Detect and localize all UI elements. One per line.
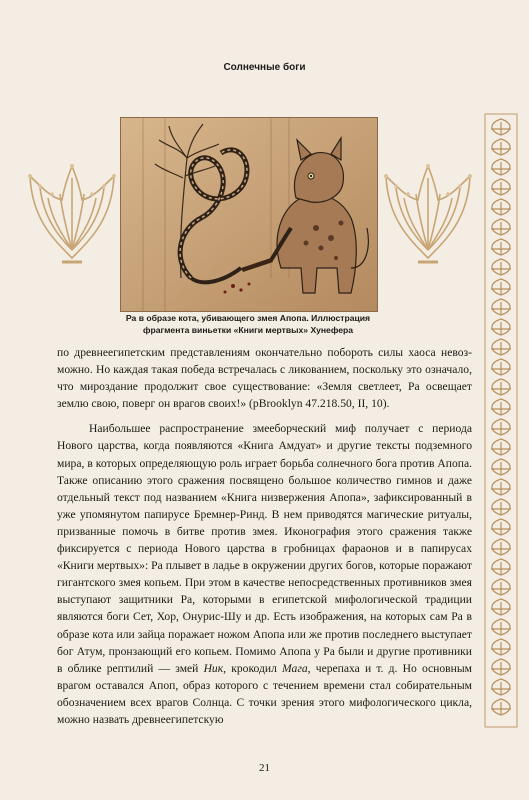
body-text bbox=[57, 344, 472, 728]
border-lotus-motif-icon bbox=[491, 339, 511, 355]
border-lotus-motif-icon bbox=[491, 119, 511, 135]
border-lotus-motif-icon bbox=[491, 639, 511, 655]
border-lotus-motif-icon bbox=[491, 599, 511, 615]
border-lotus-motif-icon bbox=[491, 479, 511, 495]
border-lotus-motif-icon bbox=[491, 139, 511, 155]
border-lotus-motif-icon bbox=[491, 239, 511, 255]
border-lotus-motif-icon bbox=[491, 519, 511, 535]
paragraph-2-end: , черепаха и т. д. Но основным врагом оставался Апоп, образ которого с течением времени стал собирательным обозначением всех врагов Солнца. С точки зрения этого мифологического цикла, можно назвать древнеегипетскую bbox=[57, 661, 472, 726]
border-lotus-motif-icon bbox=[491, 559, 511, 575]
caption-line-1: Ра в образе кота, убивающего змея Апопа. Иллюстрация bbox=[125, 313, 371, 323]
papyrus-illustration-icon bbox=[121, 118, 377, 311]
term-nik: Ник bbox=[203, 661, 224, 675]
border-lotus-motif-icon bbox=[491, 419, 511, 435]
border-lotus-motif-icon bbox=[491, 499, 511, 515]
border-lotus-motif-icon bbox=[491, 159, 511, 175]
border-lotus-motif-icon bbox=[491, 199, 511, 215]
caption-line-2: фрагмента виньетки «Книги мертвых» Хунефера bbox=[142, 325, 354, 335]
border-lotus-motif-icon bbox=[491, 259, 511, 275]
border-lotus-motif-icon bbox=[491, 439, 511, 455]
border-lotus-motif-icon bbox=[491, 179, 511, 195]
lotus-ornament-left-icon bbox=[22, 158, 122, 268]
border-lotus-motif-icon bbox=[491, 619, 511, 635]
border-lotus-motif-icon bbox=[491, 539, 511, 555]
border-lotus-motif-icon bbox=[491, 359, 511, 375]
figure-caption bbox=[110, 312, 386, 336]
border-lotus-motif-icon bbox=[491, 579, 511, 595]
border-lotus-motif-icon bbox=[491, 279, 511, 295]
term-maga: Мага bbox=[282, 661, 308, 675]
paragraph-1: по древнеегипетским представлениям окончательно побороть силы хаоса невозможно. Но каждая такая победа встречалась с ликованием, поскольку это означало, что мироздание продолжит свое существование: «Земля светлеет, Ра освещает землю свою, поверг он врагов своих!» (pBrooklyn 47.218.50, II, 10). bbox=[57, 346, 472, 411]
paragraph-2 bbox=[57, 420, 472, 728]
border-lotus-motif-icon bbox=[491, 219, 511, 235]
border-lotus-motif-icon bbox=[491, 659, 511, 675]
running-head: Солнечные боги bbox=[223, 62, 306, 73]
border-lotus-motif-icon bbox=[491, 379, 511, 395]
lotus-ornament-right-icon bbox=[378, 158, 478, 268]
paragraph-2-mid: , крокодил bbox=[223, 661, 283, 675]
border-lotus-motif-icon bbox=[491, 459, 511, 475]
border-lotus-motif-icon bbox=[491, 299, 511, 315]
paragraph-2-start: Наибольшее распространение змееборческий миф получает с периода Нового царства, когда появляются «Книга Амдуат» и другие тексты подземного мира, в которых определяющую роль играет борьба солнечного бога против Апопа. Также описанию этого сражения посвящено большое количество гимнов и даже отдельный текст под названием «Книга низвержения Апопа», зафиксированный в уже упомянутом папирусе Бремнер-Ринд. В нем приводятся магические ритуалы, призванные помочь в битве против змея. Иконография этого сражения также фиксируется с периода Нового царства в гробницах фараонов и в папирусах «Книги мертвых»: Ра плывет в ладье в окружении других богов, которые поражают гигантского змея копьем. При этом в качестве непосредственных противников змея выступают защитники Ра, которыми в египетской мифологической традиции являются боги Сет, Хор, Онурис-Шу и др. Есть изображения, на которых сам Ра в образе кота или зайца поражает ножом Апопа или же против последнего выступает бог Атум, пронзающий его копьем. Помимо Апопа у Ра были и другие противники в облике рептилий — змей bbox=[57, 422, 472, 675]
border-lotus-motif-icon bbox=[491, 399, 511, 415]
border-lotus-motif-icon bbox=[491, 679, 511, 695]
decorative-border-strip bbox=[484, 113, 518, 728]
border-lotus-motif-icon bbox=[491, 319, 511, 335]
border-lotus-motif-icon bbox=[491, 699, 511, 715]
illustration-ra-cat-apophis bbox=[120, 117, 378, 312]
page-number: 21 bbox=[259, 762, 270, 774]
